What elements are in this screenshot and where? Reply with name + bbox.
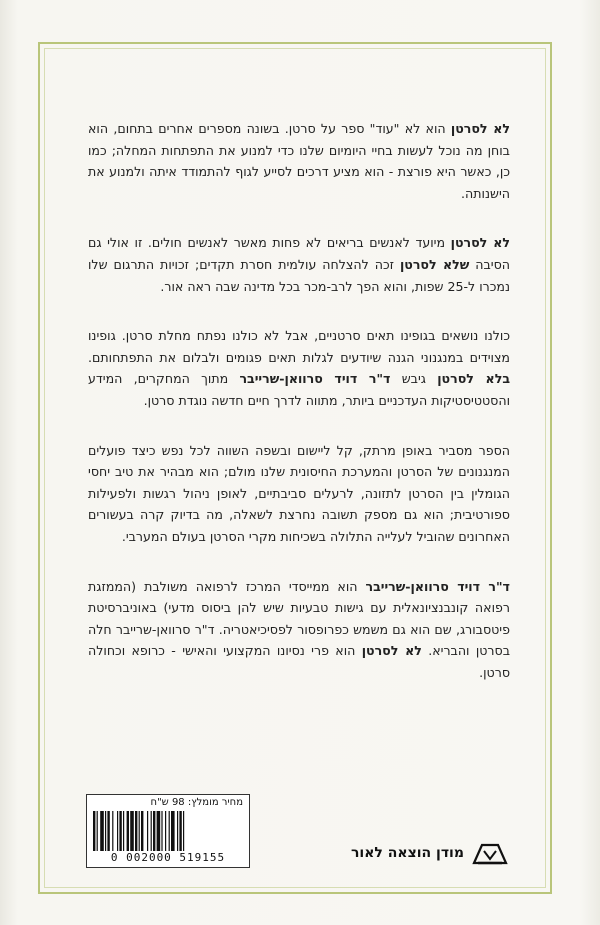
publisher-mark bbox=[340, 838, 510, 868]
blurb-emphasis: לא לסרטן bbox=[450, 121, 510, 136]
blurb-text-run: באוניברסיטת פיטסבורג, שם הוא גם משמש כפרופסור לפסיכיאטריה. bbox=[88, 600, 510, 637]
blurb-text-run: (הממזגת רפואה קונבנציונאלית עם גישות טבעיות שיש להן ביסוס מדעי) bbox=[88, 578, 510, 616]
blurb-text-run: מבהיר את טיב יחסי הגומלין בין הסרטן לתזונה, לרעלים סביבתיים, bbox=[88, 464, 510, 501]
blurb-text-run: חדשה נוגדת סרטן. bbox=[143, 392, 244, 408]
blurb-text-run: המקצועי והאישי - כרופא וכחולה סרטן. bbox=[88, 643, 510, 680]
blurb-paragraph bbox=[88, 232, 510, 297]
blurb-text-run: הספר מסביר באופן מרתק, קל ליישום ובשפה השווה לכל נפש כיצד bbox=[131, 442, 510, 458]
publisher-name: מודן הוצאה לאור bbox=[351, 845, 464, 861]
blurb-text-run: בשכיחות מקרי הסרטן בעולם המערבי. bbox=[121, 528, 326, 544]
blurb-text-run: גיבש bbox=[390, 371, 438, 387]
blurb-text-run: הוא לא "עוד" ספר על סרטן. בשונה מספרים אחרים בתחום, bbox=[113, 121, 451, 136]
blurb-text-run: המחלה; כמו כן, כאשר היא פורצת - הוא מציע דרכים לסייע לגוף bbox=[88, 142, 510, 180]
blurb-paragraph bbox=[88, 440, 510, 548]
blurb-text-run: שבה ראה אור. bbox=[160, 278, 240, 294]
blurb-text bbox=[88, 118, 510, 711]
blurb-text-run: פועלים המנגנונים של הסרטן והמערכת החיסונית שלנו מולם; הוא bbox=[88, 442, 510, 480]
blurb-text-run: את התפתחותם. bbox=[88, 349, 177, 365]
blurb-paragraph bbox=[88, 576, 510, 684]
barcode-icon bbox=[93, 811, 243, 851]
blurb-emphasis: לא לסרטן bbox=[361, 643, 422, 659]
barcode-number: 0 002000 519155 bbox=[110, 851, 226, 864]
blurb-paragraph bbox=[88, 118, 510, 204]
blurb-text-run: להתמודד איתה ולמנוע את הישנותה. bbox=[88, 164, 510, 201]
blurb-text-run: זו אולי גם הסיבה bbox=[88, 235, 510, 272]
modan-logo-icon bbox=[470, 839, 510, 867]
blurb-text-run: לאופן ניהול רגשות ולפעילות ספורטיבית; הוא גם מספק תשובה נחרצת bbox=[88, 485, 510, 523]
price-label: מחיר מומלץ: 98 ש"ח bbox=[150, 797, 243, 808]
blurb-emphasis: שלא לסרטן bbox=[399, 256, 470, 272]
blurb-text-run: הוא ממייסדי המרכז לרפואה משולבת bbox=[144, 578, 366, 594]
blurb-text-run: גופינו מצוידים במנגנוני הגנה שיודעים לגלות תאים פגומים ולבלום bbox=[88, 328, 510, 365]
blurb-emphasis: ד"ר דויד סרוואן-שרייבר bbox=[365, 578, 510, 594]
blurb-text-run: זכויות התרגום שלו נמכרו ל-25 שפות, והוא הפך לרב-מכר בכל מדינה bbox=[88, 256, 510, 294]
blurb-emphasis: בלא לסרטן bbox=[437, 371, 510, 387]
blurb-emphasis: ד"ר דויד סרוואן-שרייבר bbox=[239, 371, 391, 387]
blurb-text-run: הוא פרי נסיונו bbox=[276, 643, 362, 659]
blurb-emphasis: לא לסרטן bbox=[450, 235, 511, 251]
blurb-text-run: מיועד לאנשים בריאים לא פחות מאשר לאנשים חולים. bbox=[147, 235, 451, 251]
blurb-text-run: המחקרים, המידע והסטטיסטיקות העדכניים ביותר, מתווה לדרך חיים bbox=[88, 371, 510, 408]
blurb-text-run: הוא בוחן מה נוכל לעשות בחיי היומיום שלנו כדי למנוע את התפתחות bbox=[88, 121, 510, 158]
blurb-text-run: לשאלה, מה בדיוק קרה בעשורים האחרונים שהוביל לעלייה התלולה bbox=[88, 507, 510, 544]
blurb-text-run: כולנו נושאים בגופינו תאים סרטניים, אבל לא כולנו נפתח מחלת סרטן. bbox=[121, 328, 510, 344]
blurb-text-run: זכה להצלחה עולמית חסרת תקדים; bbox=[194, 256, 400, 272]
blurb-text-run: מתוך bbox=[201, 371, 240, 387]
blurb-paragraph bbox=[88, 325, 510, 411]
barcode-box bbox=[86, 794, 250, 868]
blurb-text-run: ד"ר סרוואן-שרייבר חלה בסרטן והבריא. bbox=[88, 621, 510, 659]
